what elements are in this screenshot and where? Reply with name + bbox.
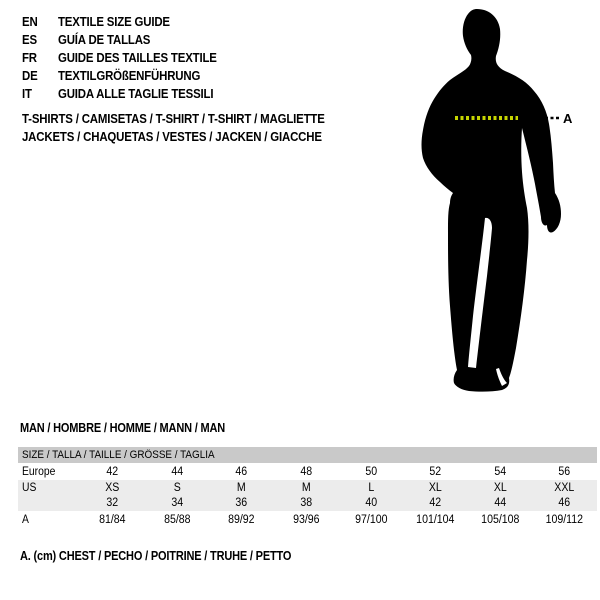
language-row <box>22 66 238 84</box>
language-label: GUIDA ALLE TAGLIE TESSILI <box>58 85 214 101</box>
language-legend <box>22 12 238 102</box>
language-code: ES <box>22 31 37 47</box>
size-table-header <box>18 447 597 463</box>
table-cell: XL <box>493 481 507 494</box>
table-cell: 105/108 <box>480 514 520 526</box>
table-row-numeric <box>18 495 597 511</box>
size-table-header-label: SIZE / TALLA / TAILLE / GRÖSSE / TAGLIA <box>22 449 215 461</box>
language-row <box>22 48 238 66</box>
table-cell: 81/84 <box>99 514 126 526</box>
table-cell: S <box>173 481 181 494</box>
table-row-europe <box>18 463 597 480</box>
table-cell: 97/100 <box>354 514 387 526</box>
size-table <box>18 447 597 529</box>
table-cell: XS <box>105 481 120 494</box>
table-cell: XXL <box>554 481 575 494</box>
table-cell: 109/112 <box>545 514 584 526</box>
table-row-label: Europe <box>22 465 56 478</box>
garment-categories <box>22 110 366 146</box>
table-cell: 38 <box>300 497 313 509</box>
man-silhouette <box>422 9 562 392</box>
table-cell: 56 <box>558 465 571 478</box>
category-line-jackets: JACKETS / CHAQUETAS / VESTES / JACKEN / GIACCHE <box>22 129 322 144</box>
language-code: FR <box>22 49 37 65</box>
table-cell: 34 <box>171 497 183 509</box>
language-code: IT <box>22 85 32 101</box>
table-row-us <box>18 480 597 495</box>
table-cell: M <box>301 481 311 494</box>
language-code: EN <box>22 13 38 29</box>
table-cell: L <box>367 481 374 494</box>
table-cell: 32 <box>106 497 119 509</box>
language-label: TEXTILGRÖßENFÜHRUNG <box>58 67 201 83</box>
table-row-chest-a <box>18 511 597 529</box>
section-title: MAN / HOMBRE / HOMME / MANN / MAN <box>20 421 226 435</box>
table-cell: 48 <box>300 465 313 478</box>
table-cell: 89/92 <box>228 514 255 526</box>
table-cell: 42 <box>106 465 119 478</box>
table-row-label: A <box>22 514 29 526</box>
table-cell: 52 <box>429 465 442 478</box>
table-cell: 44 <box>494 497 506 509</box>
table-cell: 50 <box>364 465 377 478</box>
language-label: GUIDE DES TAILLES TEXTILE <box>58 49 217 65</box>
table-cell: 93/96 <box>292 514 320 526</box>
table-cell: 36 <box>235 497 248 509</box>
language-row <box>22 12 238 30</box>
language-label: TEXTILE SIZE GUIDE <box>58 13 170 29</box>
table-row-label: US <box>22 481 37 494</box>
measurement-footnote: A. (cm) CHEST / PECHO / POITRINE / TRUHE / PETTO <box>20 549 292 563</box>
language-row <box>22 30 238 48</box>
table-cell: 40 <box>364 497 377 509</box>
category-line-tshirts: T-SHIRTS / CAMISETAS / T-SHIRT / T-SHIRT / MAGLIETTE <box>22 111 325 126</box>
man-silhouette-figure <box>415 6 580 406</box>
table-cell: 44 <box>171 465 183 478</box>
table-cell: 42 <box>429 497 442 509</box>
language-label: GUÍA DE TALLAS <box>58 31 151 47</box>
table-cell: 46 <box>235 465 248 478</box>
table-cell: 101/104 <box>416 514 455 526</box>
language-row <box>22 84 238 102</box>
table-cell: 85/88 <box>163 514 191 526</box>
language-code: DE <box>22 67 38 83</box>
measure-label-a: A <box>563 111 573 126</box>
table-cell: 54 <box>494 465 506 478</box>
table-cell: XL <box>428 481 442 494</box>
table-cell: M <box>237 481 246 494</box>
table-cell: 46 <box>558 497 571 509</box>
